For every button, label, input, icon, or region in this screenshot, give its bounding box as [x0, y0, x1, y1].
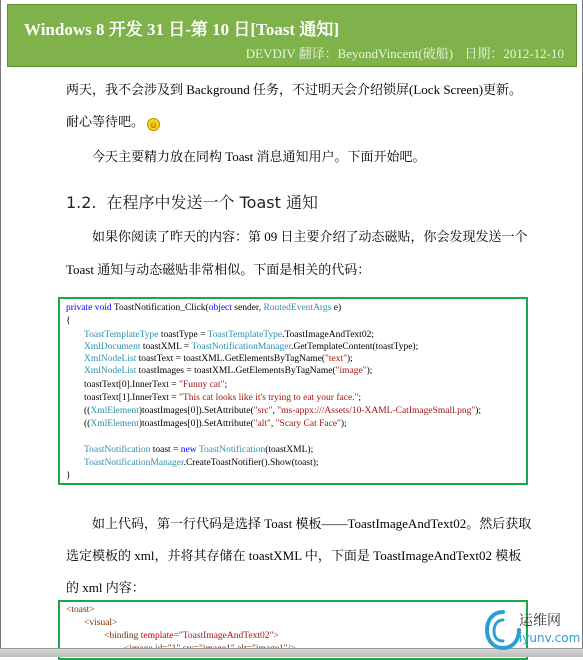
- code-line: {: [66, 316, 71, 326]
- smiley-icon: ☺: [148, 120, 159, 130]
- paragraph-explain-line2: 选定模板的 xml，并将其存储在 toastXML 中，下面是 ToastImageAndText02 模板: [66, 548, 522, 563]
- code-line: private void ToastNotification_Click(object sender, RoutedEventArgs e): [66, 303, 342, 313]
- cloud-icon: [483, 606, 523, 654]
- code-line: <toast>: [66, 605, 95, 615]
- paragraph-toast-intro: 今天主要精力放在同构 Toast 消息通知用户。下面开始吧。: [92, 149, 426, 164]
- code-line: toastText[1].InnerText = "This cat looks like it's trying to eat your face.";: [84, 393, 362, 403]
- code-line: <visual>: [84, 618, 118, 628]
- paragraph-reference-line1: 如果你阅读了昨天的内容：第 09 日主要介绍了动态磁贴，你会发现发送一个: [92, 229, 528, 244]
- code-line: ((XmlElement)toastImages[0]).SetAttribute("src", "ms-appx:///Assets/10-XAML-CatImageSmall.png");: [84, 406, 482, 416]
- paragraph-explain-line1: 如上代码，第一行代码是选择 Toast 模板——ToastImageAndText02。然后获取: [92, 516, 532, 531]
- document-date: 日期：2012-12-10: [464, 46, 564, 61]
- document-header-banner: [7, 4, 577, 67]
- section-heading: [66, 190, 318, 213]
- paragraph-reference-line2: Toast 通知与动态磁贴非常相似。下面是相关的代码：: [66, 262, 371, 277]
- code-line: ToastNotificationManager.CreateToastNotifier().Show(toast);: [84, 458, 319, 468]
- section-number: 1.2.: [66, 193, 97, 212]
- code-line: XmlDocument toastXML = ToastNotificationManager.GetTemplateContent(toastType);: [84, 342, 419, 352]
- watermark-domain: iyunv.com: [519, 631, 581, 645]
- document-title: Windows 8 开发 31 日-第 10 日[Toast 通知]: [24, 20, 340, 39]
- watermark-logo: [483, 604, 583, 656]
- code-block-csharp: [58, 297, 528, 485]
- section-title: 在程序中发送一个 Toast 通知: [106, 193, 318, 212]
- code-line: toastText[0].InnerText = "Funny cat";: [84, 380, 228, 390]
- code-line: ToastNotification toast = new ToastNotification(toastXML);: [84, 445, 314, 455]
- code-line: XmlNodeList toastImages = toastXML.GetElementsByTagName("image");: [84, 366, 373, 376]
- code-line: ((XmlElement)toastImages[0]).SetAttribute("alt", "Scary Cat Face");: [84, 419, 347, 429]
- code-line: }: [66, 471, 71, 481]
- paragraph-intro-line1: 两天，我不会涉及到 Background 任务，不过明天会介绍锁屏(Lock Screen)更新。: [66, 82, 523, 97]
- paragraph-explain-line3: 的 xml 内容：: [66, 580, 145, 595]
- translator-credit: DEVDIV 翻译：BeyondVincent(破船): [245, 46, 454, 61]
- watermark-name: 运维网: [519, 613, 561, 629]
- document-byline: [246, 43, 564, 62]
- code-line: ToastTemplateType toastType = ToastTemplateType.ToastImageAndText02;: [84, 330, 374, 340]
- code-line: <binding template="ToastImageAndText02">: [104, 631, 279, 641]
- paragraph-intro-line2: [66, 111, 526, 131]
- paragraph-intro-line2-text: 耐心等待吧。: [66, 114, 145, 129]
- code-line: XmlNodeList toastText = toastXML.GetElementsByTagName("text");: [84, 354, 353, 364]
